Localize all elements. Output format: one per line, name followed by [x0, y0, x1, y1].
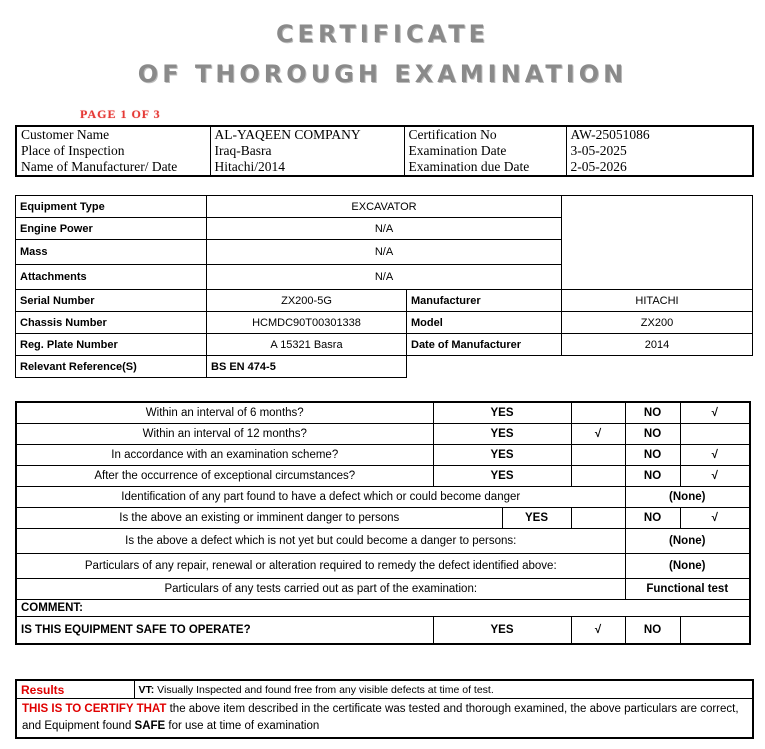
- serial-number-label: Serial Number: [16, 290, 207, 312]
- yes-label: YES: [433, 617, 571, 645]
- no-label: NO: [625, 402, 680, 424]
- repair-particulars-answer: (None): [625, 554, 750, 579]
- certification-no-value: AW-25051086: [566, 126, 753, 143]
- date-of-manufacturer-label: Date of Manufacturer: [407, 334, 562, 356]
- exam-date-value: 3-05-2025: [566, 143, 753, 159]
- no-label: NO: [625, 508, 680, 529]
- reference-value: BS EN 474-5: [207, 356, 407, 378]
- certification-no-label: Certification No: [404, 126, 566, 143]
- defect-identification-answer: (None): [625, 487, 750, 508]
- no-checkbox: [680, 617, 750, 645]
- customer-info-table: [15, 125, 754, 177]
- no-check-mark: √: [680, 466, 750, 487]
- title-line-2: OF THOROUGH EXAMINATION: [137, 60, 628, 88]
- reference-label: Relevant Reference(S): [16, 356, 207, 378]
- vt-label: VT:: [138, 683, 155, 696]
- certify-text-1: the above item described in the certificate was tested and thorough examined, the above particulars are correct, and Equipment found: [22, 703, 739, 732]
- yes-checkbox: [571, 402, 625, 424]
- place-value: Iraq-Basra: [210, 143, 404, 159]
- manufacturer-value: HITACHI: [562, 290, 753, 312]
- certify-text-2: for use at time of examination: [165, 720, 320, 732]
- serial-number-value: ZX200-5G: [207, 290, 407, 312]
- due-date-label: Examination due Date: [404, 159, 566, 176]
- exam-date-label: Examination Date: [404, 143, 566, 159]
- manufacturer-label: Manufacturer: [407, 290, 562, 312]
- vt-result: [134, 680, 753, 699]
- future-danger-answer: (None): [625, 529, 750, 554]
- model-label: Model: [407, 312, 562, 334]
- question-future-danger: Is the above a defect which is not yet but could become a danger to persons:: [16, 529, 625, 554]
- safe-to-operate-label: IS THIS EQUIPMENT SAFE TO OPERATE?: [16, 617, 433, 645]
- date-of-manufacturer-value: 2014: [562, 334, 753, 356]
- manufacturer-date-value: Hitachi/2014: [210, 159, 404, 176]
- question-12-months: Within an interval of 12 months?: [16, 424, 433, 445]
- engine-power-label: Engine Power: [16, 218, 207, 240]
- chassis-number-value: HCMDC90T00301338: [207, 312, 407, 334]
- certification-statement: [16, 699, 753, 739]
- equipment-type-value: EXCAVATOR: [207, 196, 562, 218]
- question-6-months: Within an interval of 6 months?: [16, 402, 433, 424]
- page-number: PAGE 1 OF 3: [80, 107, 161, 121]
- due-date-value: 2-05-2026: [566, 159, 753, 176]
- question-examination-scheme: In accordance with an examination scheme?: [16, 445, 433, 466]
- question-defect-identification: Identification of any part found to have a defect which or could become danger: [16, 487, 625, 508]
- no-check-mark: √: [680, 508, 750, 529]
- yes-label: YES: [433, 424, 571, 445]
- yes-check-mark: √: [571, 424, 625, 445]
- no-label: NO: [625, 466, 680, 487]
- safe-word: SAFE: [134, 720, 166, 732]
- no-check-mark: √: [680, 445, 750, 466]
- manufacturer-date-label: Name of Manufacturer/ Date: [21, 159, 178, 174]
- equipment-table: [15, 195, 753, 378]
- results-label: Results: [16, 680, 134, 699]
- yes-label: YES: [433, 445, 571, 466]
- plate-number-label: Reg. Plate Number: [16, 334, 207, 356]
- chassis-number-label: Chassis Number: [16, 312, 207, 334]
- model-value: ZX200: [562, 312, 753, 334]
- engine-power-value: N/A: [207, 218, 562, 240]
- customer-name-label: Customer Name: [21, 127, 110, 142]
- yes-checkbox: [571, 466, 625, 487]
- no-checkbox: [680, 424, 750, 445]
- mass-label: Mass: [16, 240, 207, 265]
- no-label: NO: [625, 445, 680, 466]
- title-line-1: CERTIFICATE: [275, 20, 490, 48]
- question-exceptional-circumstances: After the occurrence of exceptional circumstances?: [16, 466, 433, 487]
- equipment-photo-area: [562, 196, 753, 290]
- comment-label: COMMENT:: [16, 600, 750, 617]
- mass-value: N/A: [207, 240, 562, 265]
- yes-checkbox: [571, 445, 625, 466]
- yes-checkbox: [571, 508, 625, 529]
- results-table: [15, 679, 754, 739]
- vt-text: Visually Inspected and found free from any visible defects at time of test.: [157, 683, 494, 696]
- yes-check-mark: √: [571, 617, 625, 645]
- tests-particulars-answer: Functional test: [625, 579, 750, 600]
- equipment-type-label: Equipment Type: [16, 196, 207, 218]
- no-label: NO: [625, 617, 680, 645]
- plate-number-value: A 15321 Basra: [207, 334, 407, 356]
- certify-label: THIS IS TO CERTIFY THAT: [22, 703, 167, 715]
- yes-label: YES: [502, 508, 571, 529]
- no-label: NO: [625, 424, 680, 445]
- examination-questions-table: [15, 401, 751, 645]
- question-existing-danger: Is the above an existing or imminent danger to persons: [16, 508, 502, 529]
- place-label: Place of Inspection: [21, 143, 125, 158]
- attachments-value: N/A: [207, 265, 562, 290]
- no-check-mark: √: [680, 402, 750, 424]
- yes-label: YES: [433, 402, 571, 424]
- question-repair-particulars: Particulars of any repair, renewal or alteration required to remedy the defect identified above:: [16, 554, 625, 579]
- customer-name-value: AL-YAQEEN COMPANY: [210, 126, 404, 143]
- yes-label: YES: [433, 466, 571, 487]
- attachments-label: Attachments: [16, 265, 207, 290]
- question-tests-particulars: Particulars of any tests carried out as part of the examination:: [16, 579, 625, 600]
